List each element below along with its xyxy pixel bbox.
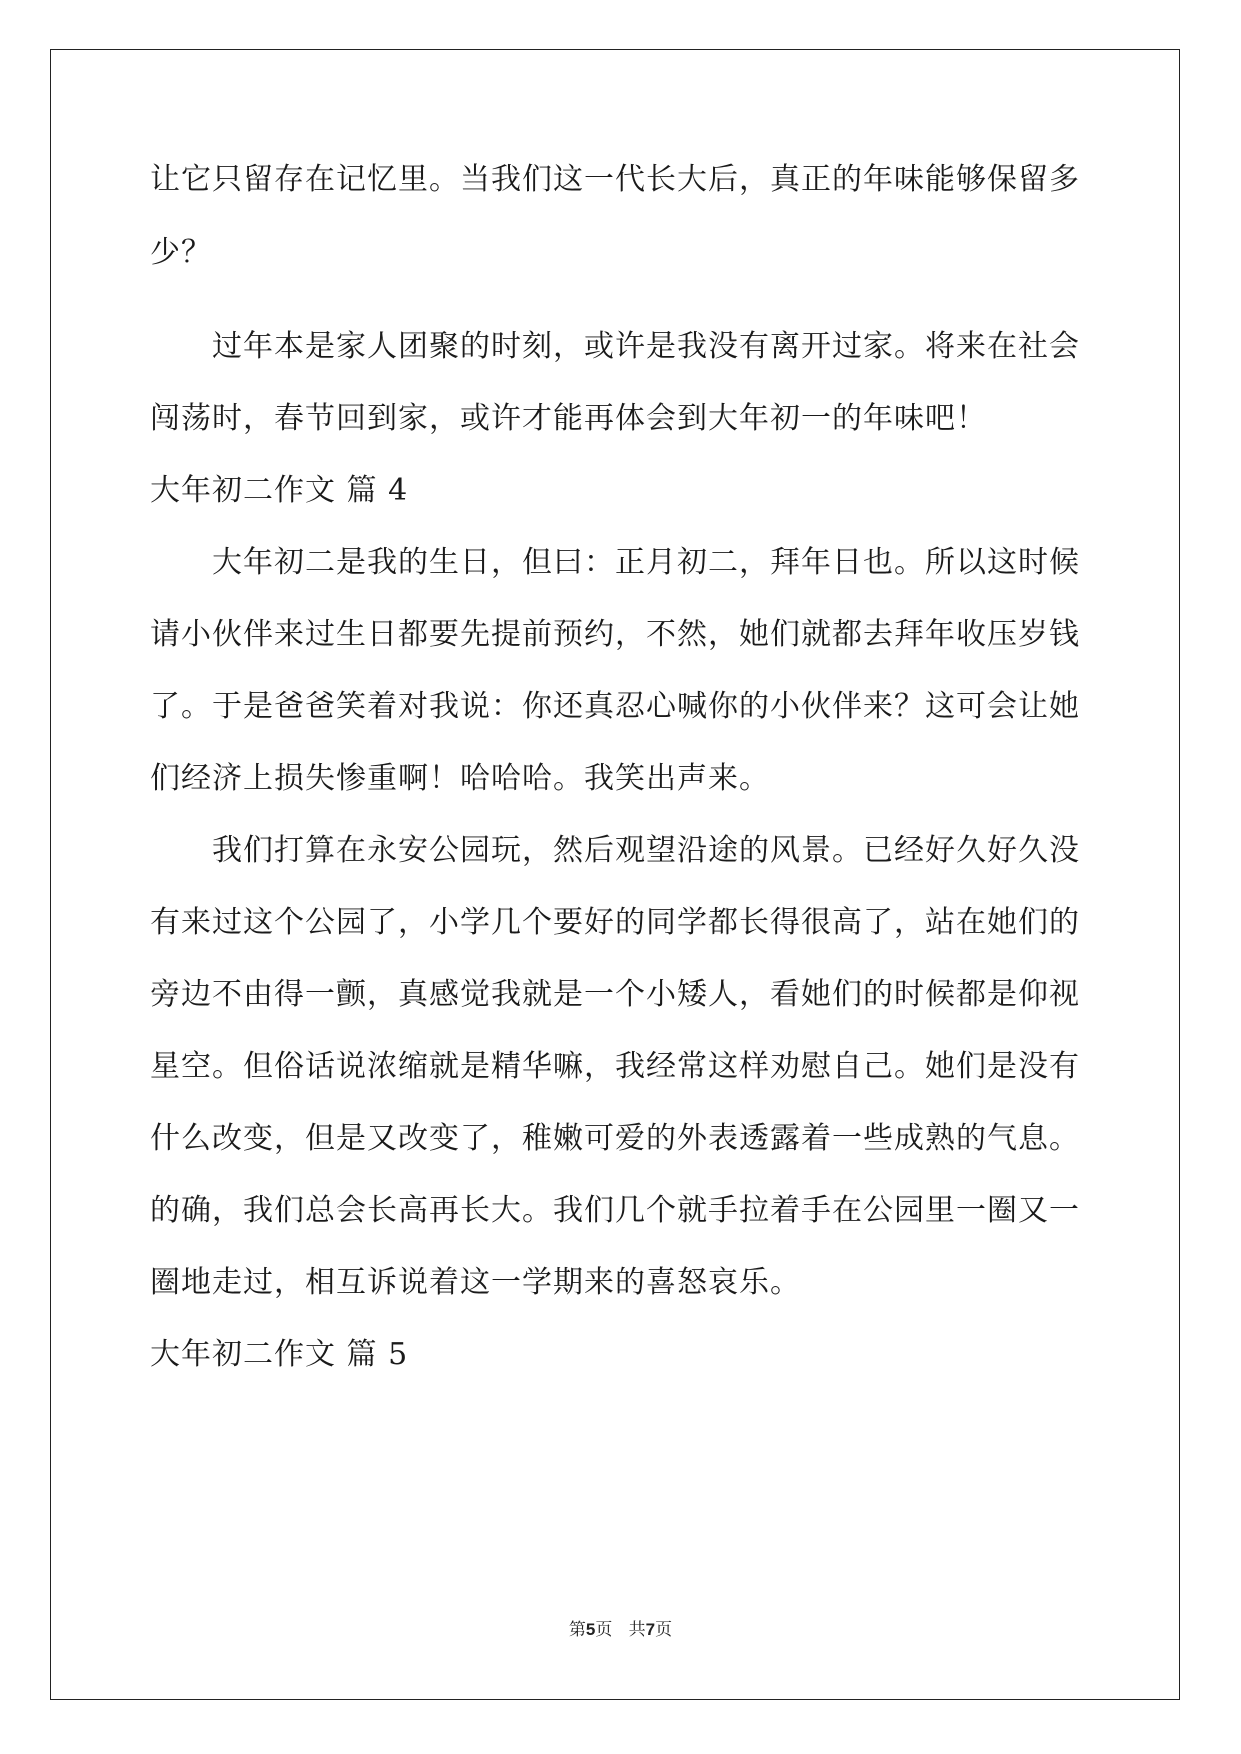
paragraph-line: 请小伙伴来过生日都要先提前预约，不然，她们就都去拜年收压岁钱 — [150, 617, 1080, 652]
paragraph-line: 星空。但俗话说浓缩就是精华嘛，我经常这样劝慰自己。她们是没有 — [150, 1049, 1080, 1084]
section-heading-4: 大年初二作文 篇 4 — [150, 473, 409, 508]
paragraph-line: 大年初二是我的生日，但曰：正月初二，拜年日也。所以这时候 — [212, 545, 1080, 580]
current-page-number: 5 — [585, 1620, 596, 1639]
paragraph-line: 闯荡时，春节回到家，或许才能再体会到大年初一的年味吧！ — [150, 401, 987, 436]
paragraph-line: 有来过这个公园了，小学几个要好的同学都长得很高了，站在她们的 — [150, 905, 1080, 940]
paragraph-line: 少？ — [150, 235, 212, 270]
paragraph-line: 我们打算在永安公园玩，然后观望沿途的风景。已经好久好久没 — [212, 833, 1080, 868]
paragraph-line: 什么改变，但是又改变了，稚嫩可爱的外表透露着一些成熟的气息。 — [150, 1121, 1080, 1156]
total-pages-number: 7 — [645, 1620, 656, 1639]
paragraph-line: 旁边不由得一颤，真感觉我就是一个小矮人，看她们的时候都是仰视 — [150, 977, 1080, 1012]
footer-middle: 页 共 — [595, 1620, 646, 1640]
paragraph-line: 过年本是家人团聚的时刻，或许是我没有离开过家。将来在社会 — [212, 329, 1080, 364]
paragraph-line: 们经济上损失惨重啊！哈哈哈。我笑出声来。 — [150, 761, 770, 796]
paragraph-line: 让它只留存在记忆里。当我们这一代长大后，真正的年味能够保留多 — [150, 162, 1080, 197]
footer-suffix: 页 — [655, 1620, 673, 1640]
footer-prefix: 第 — [568, 1620, 586, 1640]
section-heading-5: 大年初二作文 篇 5 — [150, 1337, 409, 1372]
document-body — [150, 163, 1090, 1372]
paragraph-line: 了。于是爸爸笑着对我说：你还真忍心喊你的小伙伴来？这可会让她 — [150, 689, 1080, 724]
page-footer — [0, 1615, 1241, 1640]
paragraph-line: 的确，我们总会长高再长大。我们几个就手拉着手在公园里一圈又一 — [150, 1193, 1080, 1228]
paragraph-line: 圈地走过，相互诉说着这一学期来的喜怒哀乐。 — [150, 1265, 801, 1300]
